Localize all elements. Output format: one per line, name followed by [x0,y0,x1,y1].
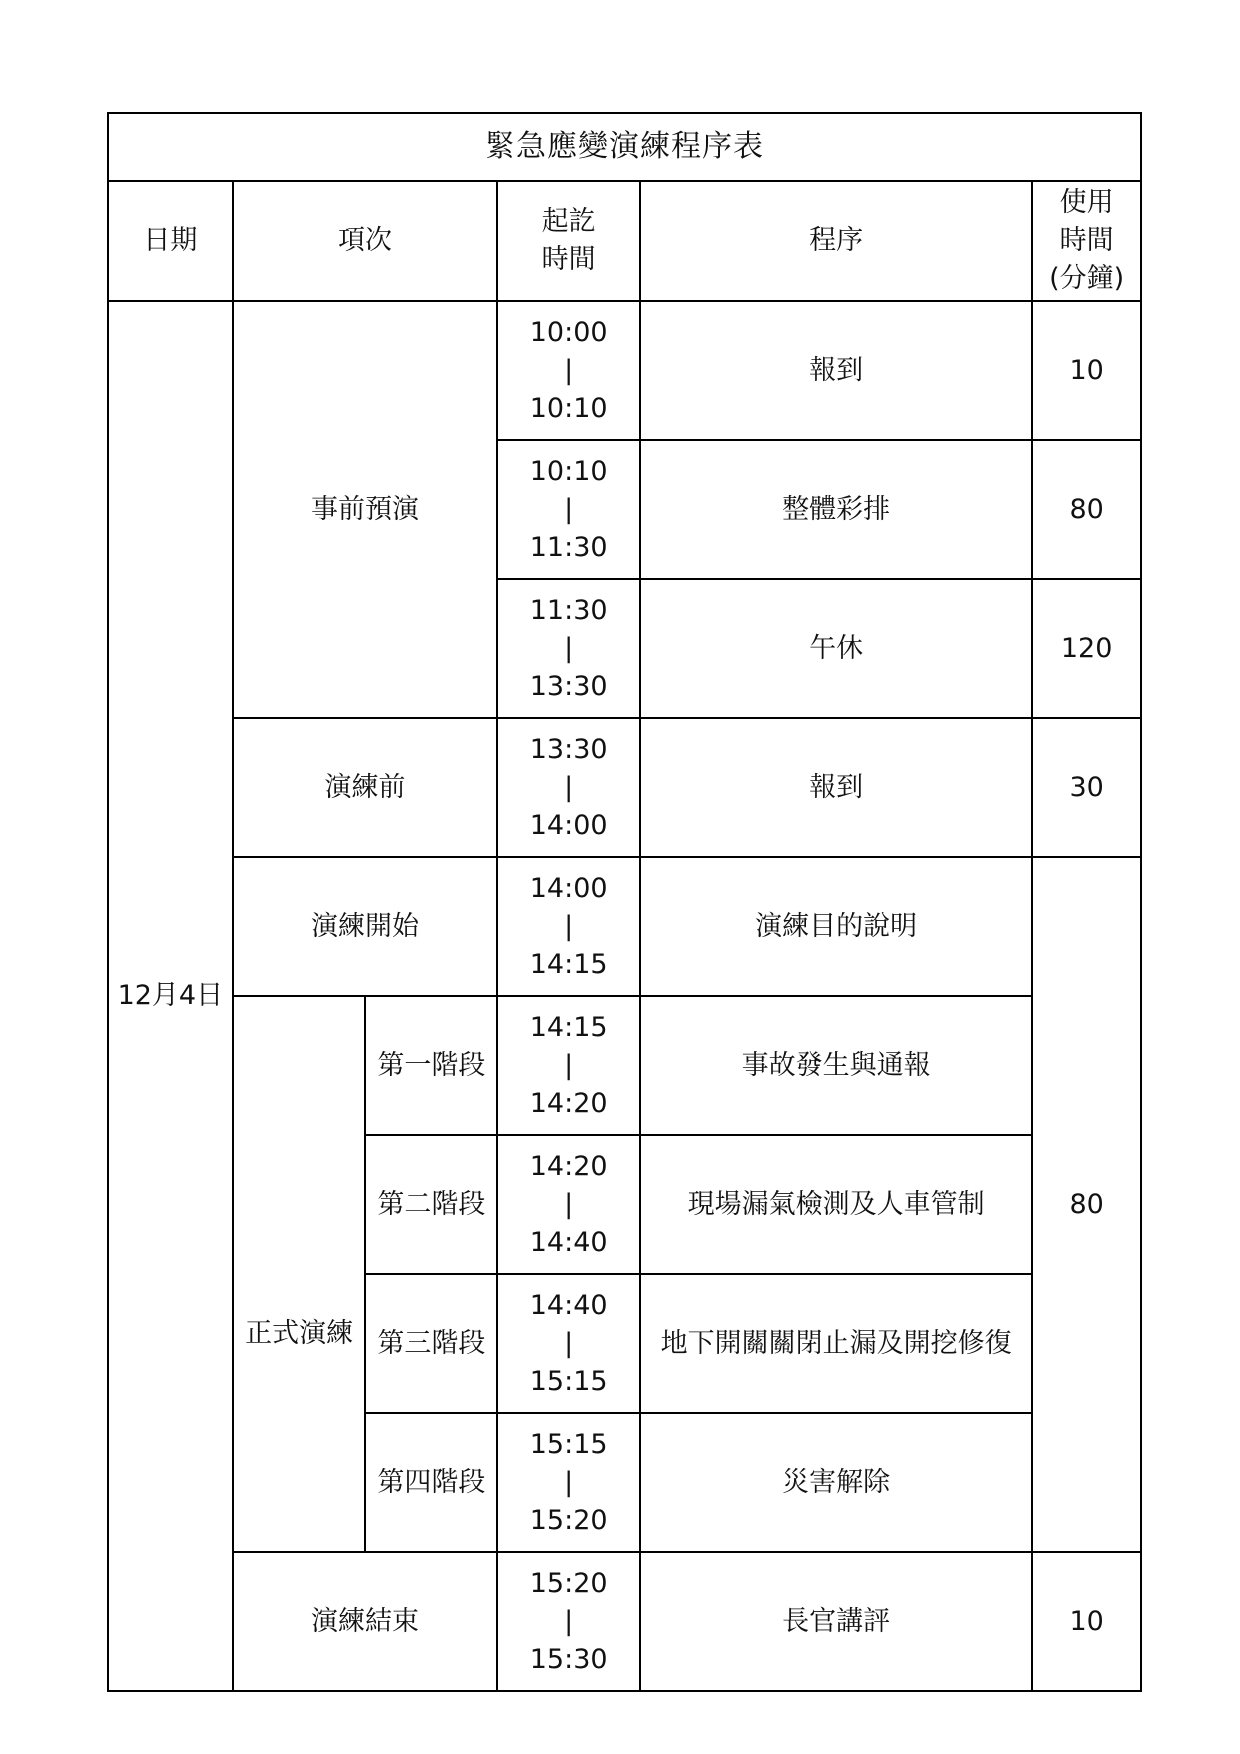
time-separator: | [564,632,574,664]
minutes-cell: 80 [1032,440,1141,579]
procedure-cell: 地下開關關閉止漏及開挖修復 [640,1274,1032,1413]
item-drill-start: 演練開始 [233,857,498,996]
procedure-cell: 報到 [640,718,1032,857]
time-separator: | [564,1188,574,1220]
table-title: 緊急應變演練程序表 [108,113,1141,181]
time-range [497,579,640,718]
time-start: 10:10 [529,455,608,487]
stage-cell: 第二階段 [365,1135,497,1274]
drill-schedule-table [107,112,1142,1692]
procedure-cell: 報到 [640,301,1032,440]
time-start: 14:00 [529,872,608,904]
table-row [108,857,1141,996]
time-separator: | [564,1466,574,1498]
minutes-cell: 10 [1032,301,1141,440]
time-separator: | [564,354,574,386]
time-separator: | [564,1327,574,1359]
header-date: 日期 [108,181,233,301]
procedure-cell: 事故發生與通報 [640,996,1032,1135]
header-duration-line1: 使用 [1059,187,1114,218]
time-end: 15:15 [529,1365,608,1397]
item-formal-drill [233,996,366,1552]
time-end: 14:20 [529,1087,608,1119]
minutes-cell: 120 [1032,579,1141,718]
time-end: 15:30 [529,1643,608,1675]
time-start: 14:40 [529,1289,608,1321]
stage-cell: 第四階段 [365,1413,497,1552]
time-end: 13:30 [529,670,608,702]
time-start: 11:30 [529,594,608,626]
time-separator: | [564,1049,574,1081]
time-start: 14:15 [529,1011,608,1043]
time-separator: | [564,910,574,942]
time-range [497,857,640,996]
time-range [497,996,640,1135]
item-before-drill: 演練前 [233,718,498,857]
item-formal-drill-label: 正式演練 [245,1318,354,1349]
header-time-line2: 時間 [541,244,596,275]
date-cell: 12月4日 [108,301,233,1691]
time-end: 11:30 [529,531,608,563]
table-row [108,718,1141,857]
time-range [497,1274,640,1413]
procedure-cell: 午休 [640,579,1032,718]
time-range [497,1135,640,1274]
header-duration [1032,181,1141,301]
time-end: 10:10 [529,392,608,424]
header-procedure: 程序 [640,181,1032,301]
item-pre-rehearsal: 事前預演 [233,301,498,718]
time-range [497,1552,640,1691]
procedure-cell: 現場漏氣檢測及人車管制 [640,1135,1032,1274]
stage-cell: 第一階段 [365,996,497,1135]
time-separator: | [564,771,574,803]
header-duration-line2: 時間 [1059,225,1114,256]
item-drill-end: 演練結束 [233,1552,498,1691]
time-range [497,301,640,440]
time-start: 15:20 [529,1567,608,1599]
header-row [108,181,1141,301]
minutes-cell: 10 [1032,1552,1141,1691]
time-range [497,1413,640,1552]
time-start: 14:20 [529,1150,608,1182]
table-row [108,1552,1141,1691]
table-row [108,996,1141,1135]
stage-cell: 第三階段 [365,1274,497,1413]
header-item: 項次 [233,181,498,301]
time-start: 15:15 [529,1428,608,1460]
procedure-cell: 災害解除 [640,1413,1032,1552]
procedure-cell: 演練目的說明 [640,857,1032,996]
time-start: 13:30 [529,733,608,765]
title-row [108,113,1141,181]
time-end: 14:00 [529,809,608,841]
header-time [497,181,640,301]
time-separator: | [564,1605,574,1637]
procedure-cell: 長官講評 [640,1552,1032,1691]
time-end: 14:40 [529,1226,608,1258]
time-end: 14:15 [529,948,608,980]
time-separator: | [564,493,574,525]
header-duration-line3: (分鐘) [1049,263,1125,294]
time-range [497,440,640,579]
minutes-cell-merged: 80 [1032,857,1141,1552]
table-row [108,301,1141,440]
time-start: 10:00 [529,316,608,348]
time-end: 15:20 [529,1504,608,1536]
time-range [497,718,640,857]
procedure-cell: 整體彩排 [640,440,1032,579]
header-time-line1: 起訖 [541,206,596,237]
minutes-cell: 30 [1032,718,1141,857]
